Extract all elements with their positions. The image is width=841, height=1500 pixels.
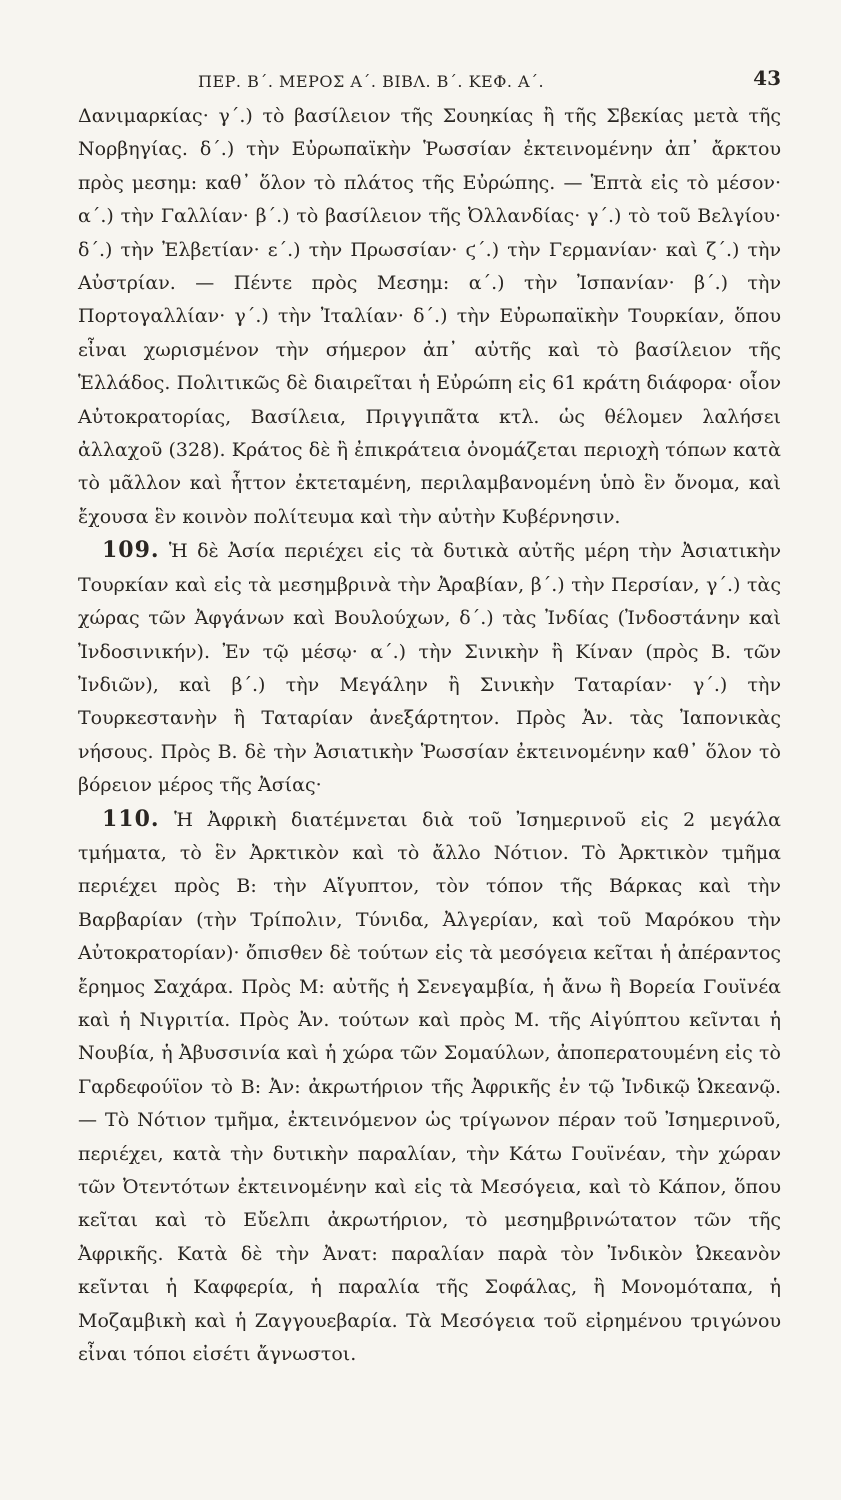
body-text <box>78 100 781 1371</box>
section-number-110: 110. <box>102 805 160 832</box>
page-number: 43 <box>753 66 781 90</box>
paragraph-110-text: Ἡ Ἀφρικὴ διατέμνεται διὰ τοῦ Ἰσημερινοῦ εἰς 2 μεγάλα τμήματα, τὸ ἓν Ἀρκτικὸν καὶ τὸ ἄλλο Νότιον. Τὸ Ἀρκτικὸν τμῆμα περιέχει πρὸς Β: τὴν Αἴγυπτον, τὸν τόπον τῆς Βάρκας καὶ τὴν Βαρβαρίαν (τὴν Τρίπολιν, Τύνιδα, Ἀλγερίαν, καὶ τοῦ Μαρόκου τὴν Αὐτοκρατορίαν)· ὄπισθεν δὲ τούτων εἰς τὰ μεσόγεια κεῖται ἡ ἀπέραντος ἔρημος Σαχάρα. Πρὸς Μ: αὐτῆς ἡ Σενεγαμβία, ἡ ἄνω ἢ Βορεία Γουϊνέα καὶ ἡ Νιγριτία. Πρὸς Ἀν. τούτων καὶ πρὸς Μ. τῆς Αἰγύπτου κεῖνται ἡ Νουβία, ἡ Ἀβυσσινία καὶ ἡ χώρα τῶν Σομαύλων, ἀποπερατουμένη εἰς τὸ Γαρδεφούϊον τὸ Β: Ἀν: ἀκρωτήριον τῆς Ἀφρικῆς ἐν τῷ Ἰνδικῷ Ὠκεανῷ. — Τὸ Νότιον τμῆμα, ἐκτεινόμενον ὡς τρίγωνον πέραν τοῦ Ἰσημερινοῦ, περιέχει, κατὰ τὴν δυτικὴν παραλίαν, τὴν Κάτω Γουϊνέαν, τὴν χώραν τῶν Ὀτεντότων ἐκτεινομένην καὶ εἰς τὰ Μεσόγεια, καὶ τὸ Κάπον, ὅπου κεῖται καὶ τὸ Εὔελπι ἀκρωτήριον, τὸ μεσημβρινώτατον τῶν τῆς Ἀφρικῆς. Κατὰ δὲ τὴν Ἀνατ: παραλίαν παρὰ τὸν Ἰνδικὸν Ὠκεανὸν κεῖνται ἡ Καφφερία, ἡ παραλία τῆς Σοφάλας, ἢ Μονομόταπα, ἡ Μοζαμβικὴ καὶ ἡ Ζαγγουεβαρία. Τὰ Μεσόγεια τοῦ εἰρημένου τριγώνου εἶναι τόποι εἰσέτι ἄγνωστοι. <box>78 808 781 1366</box>
page-header <box>78 62 781 96</box>
paragraph-continued: Δανιμαρκίας· γ΄.) τὸ βασίλειον τῆς Σουηκίας ἢ τῆς Σβεκίας μετὰ τῆς Νορβηγίας. δ΄.) τὴν Εὐρωπαϊκὴν Ῥωσσίαν ἐκτεινομένην ἀπ᾽ ἄρκτου πρὸς μεσημ: καθ᾽ ὅλον τὸ πλάτος τῆς Εὐρώπης. — Ἑπτὰ εἰς τὸ μέσον· α΄.) τὴν Γαλλίαν· β΄.) τὸ βασίλειον τῆς Ὀλλανδίας· γ΄.) τὸ τοῦ Βελγίου· δ΄.) τὴν Ἐλβετίαν· ε΄.) τὴν Πρωσσίαν· ϛ΄.) τὴν Γερμανίαν· καὶ ζ΄.) τὴν Αὐστρίαν. — Πέντε πρὸς Μεσημ: α΄.) τὴν Ἰσπανίαν· β΄.) τὴν Πορτογαλλίαν· γ΄.) τὴν Ἰταλίαν· δ΄.) τὴν Εὐρωπαϊκὴν Τουρκίαν, ὅπου εἶναι χωρισμένον τὴν σήμερον ἀπ᾽ αὐτῆς καὶ τὸ βασίλειον τῆς Ἑλλάδος. Πολιτικῶς δὲ διαιρεῖται ἡ Εὐρώπη εἰς 61 κράτη διάφορα· οἷον Αὐτοκρατορίας, Βασίλεια, Πριγγιπᾶτα κτλ. ὡς θέλομεν λαλήσει ἀλλαχοῦ (328). Κράτος δὲ ἢ ἐπικράτεια ὀνομάζεται περιοχὴ τόπων κατὰ τὸ μᾶλλον καὶ ἧττον ἐκτεταμένη, περιλαμβανομένη ὑπὸ ἓν ὄνομα, καὶ ἔχουσα ἓν κοινὸν πολίτευμα καὶ τὴν αὐτὴν Κυβέρνησιν. <box>78 105 781 528</box>
paragraph-109-text: Ἡ δὲ Ἀσία περιέχει εἰς τὰ δυτικὰ αὐτῆς μέρη τὴν Ἀσιατικὴν Τουρκίαν καὶ εἰς τὰ μεσημβρινὰ τὴν Ἀραβίαν, β΄.) τὴν Περσίαν, γ΄.) τὰς χώρας τῶν Ἀφγάνων καὶ Βουλούχων, δ΄.) τὰς Ἰνδίας (Ἰνδοστάνην καὶ Ἰνδοσινικήν). Ἐν τῷ μέσῳ· α΄.) τὴν Σινικὴν ἢ Κίναν (πρὸς Β. τῶν Ἰνδιῶν), καὶ β΄.) τὴν Μεγάλην ἢ Σινικὴν Ταταρίαν· γ΄.) τὴν Τουρκεστανὴν ἢ Ταταρίαν ἀνεξάρτητον. Πρὸς Ἀν. τὰς Ἰαπονικὰς νήσους. Πρὸς Β. δὲ τὴν Ἀσιατικὴν Ῥωσσίαν ἐκτεινομένην καθ᾽ ὅλον τὸ βόρειον μέρος τῆς Ἀσίας· <box>78 540 781 797</box>
section-number-109: 109. <box>102 537 160 564</box>
paragraph-110 <box>78 803 781 1372</box>
paragraph-109 <box>78 534 781 802</box>
running-head: ΠΕΡ. Β΄. ΜΕΡΟΣ Α΄. ΒΙΒΛ. Β΄. ΚΕΦ. Α΄. <box>198 72 545 91</box>
